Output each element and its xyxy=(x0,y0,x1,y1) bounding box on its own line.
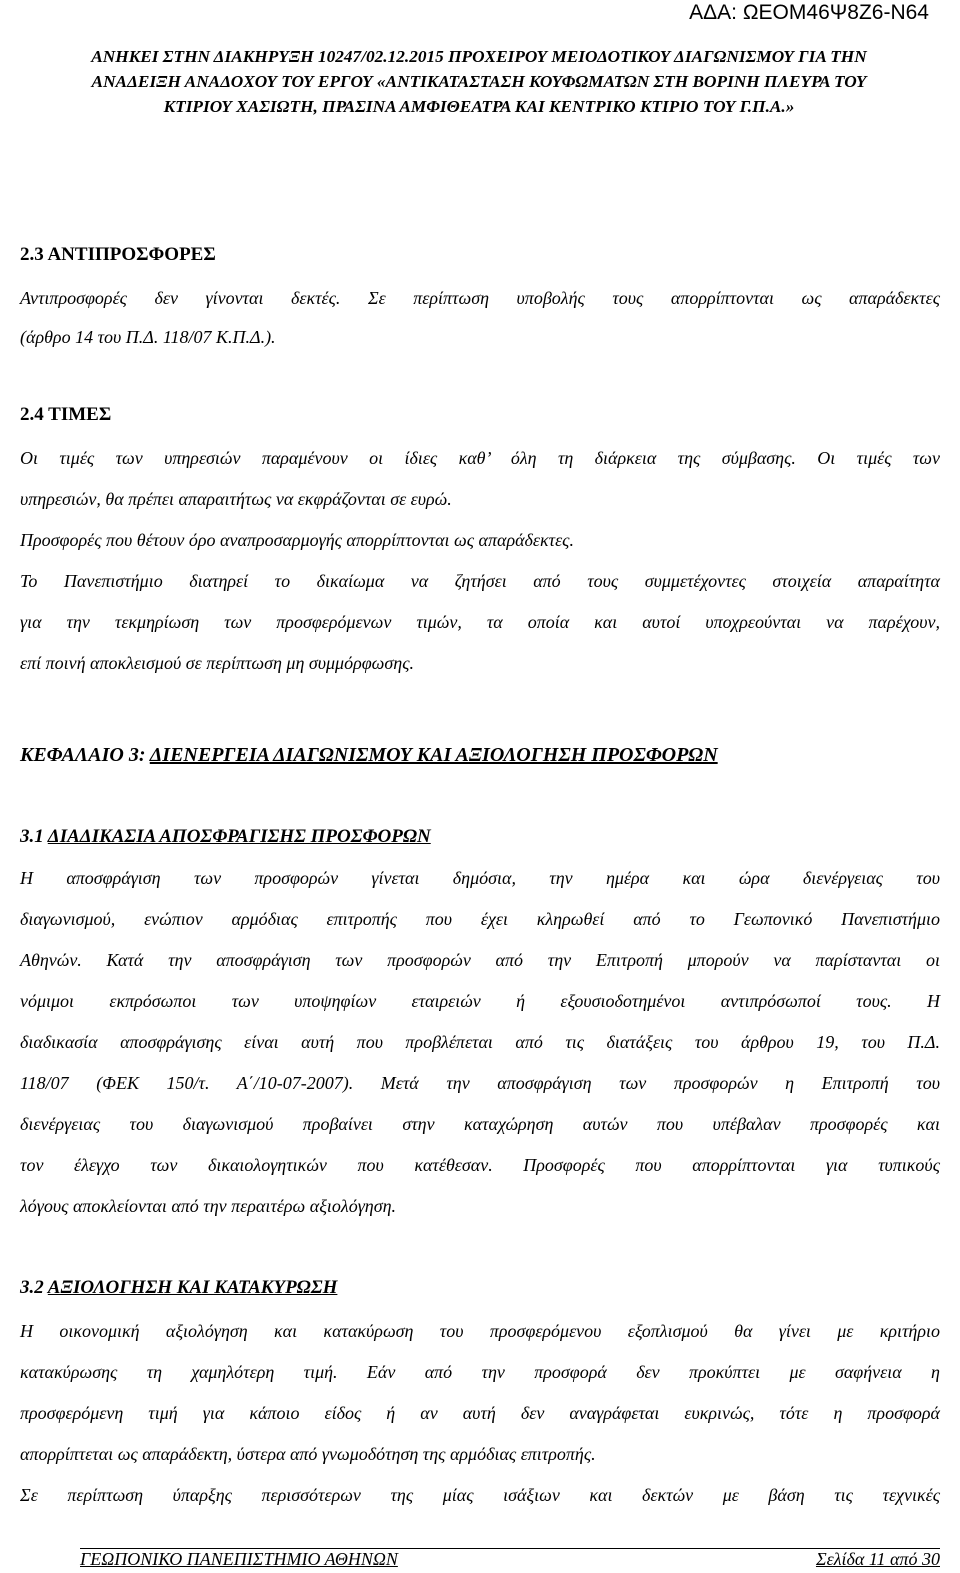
chapter-name: ΔΙΕΝΕΡΓΕΙΑ ΔΙΑΓΩΝΙΣΜΟΥ ΚΑΙ ΑΞΙΟΛΟΓΗΣΗ ΠΡΟΣΦΟΡΩΝ xyxy=(149,744,718,766)
paragraph-line: 118/07 (ΦΕΚ 150/τ. Α΄/10-07-2007). Μετά την αποσφράγιση των προσφορών η Επιτροπή του xyxy=(20,1073,940,1093)
section-3-2-title xyxy=(20,1277,337,1299)
paragraph-line: διενέργειας του διαγωνισμού προβαίνει στην καταχώρηση αυτών που υπέβαλαν προσφορές και xyxy=(20,1114,940,1134)
chapter-title xyxy=(20,744,718,767)
page-footer xyxy=(80,1548,940,1573)
section-2-4-title: 2.4 ΤΙΜΕΣ xyxy=(20,404,112,425)
paragraph-line: απορρίπτεται ως απαράδεκτη, ύστερα από γνωμοδότηση της αρμόδιας επιτροπής. xyxy=(20,1444,596,1464)
paragraph-line: Αθηνών. Κατά την αποσφράγιση των προσφορών από την Επιτροπή μπορούν να παρίστανται οι xyxy=(20,950,940,970)
paragraph-line: επί ποινή αποκλεισμού σε περίπτωση μη συμμόρφωσης. xyxy=(20,653,415,673)
paragraph-line: τον έλεγχο των δικαιολογητικών που κατέθεσαν. Προσφορές που απορρίπτονται για τυπικούς xyxy=(20,1155,940,1175)
paragraph-line: Αντιπροσφορές δεν γίνονται δεκτές. Σε περίπτωση υποβολής τους απορρίπτονται ως απαράδεκτες xyxy=(20,288,940,308)
paragraph-line: Οι τιμές των υπηρεσιών παραμένουν οι ίδιες καθ’ όλη τη διάρκεια της σύμβασης. Οι τιμές των xyxy=(20,448,940,468)
paragraph-line: (άρθρο 14 του Π.Δ. 118/07 Κ.Π.Δ.). xyxy=(20,327,276,347)
paragraph-line: Το Πανεπιστήμιο διατηρεί το δικαίωμα να ζητήσει από τους συμμετέχοντες στοιχεία απαραίτητα xyxy=(20,571,940,591)
paragraph-line: Η οικονομική αξιολόγηση και κατακύρωση του προσφερόμενου εξοπλισμού θα γίνει με κριτήριο xyxy=(20,1321,940,1341)
paragraph-line: προσφερόμενη τιμή για κάποιο είδος ή αν αυτή δεν αναγράφεται ευκρινώς, τότε η προσφορά xyxy=(20,1403,940,1423)
chapter-prefix: ΚΕΦΑΛΑΙΟ 3: xyxy=(20,744,150,766)
footer-page-number: Σελίδα 11 από 30 xyxy=(815,1549,940,1569)
paragraph-line: Η αποσφράγιση των προσφορών γίνεται δημόσια, την ημέρα και ώρα διενέργειας του xyxy=(20,868,940,888)
ada-code: ΑΔΑ: ΩΕΟΜ46Ψ8Ζ6-Ν64 xyxy=(689,1,929,24)
section-number: 3.1 xyxy=(20,826,48,847)
document-header xyxy=(18,44,940,119)
paragraph-line: Σε περίπτωση ύπαρξης περισσότερων της μίας ισάξιων και δεκτών με βάση τις τεχνικές xyxy=(20,1485,940,1505)
paragraph-line: νόμιμοι εκπρόσωποι των υποψηφίων εταιρειών ή εξουσιοδοτημένοι αντιπρόσωποί τους. Η xyxy=(20,991,940,1011)
header-line: ΑΝΑΔΕΙΞΗ ΑΝΑΔΟΧΟΥ ΤΟΥ ΕΡΓΟΥ «ΑΝΤΙΚΑΤΑΣΤΑΣΗ ΚΟΥΦΩΜΑΤΩΝ ΣΤΗ ΒΟΡΙΝΗ ΠΛΕΥΡΑ ΤΟΥ xyxy=(91,72,867,91)
paragraph-line: για την τεκμηρίωση των προσφερόμενων τιμών, τα οποία και αυτοί υποχρεούνται να παρέχουν, xyxy=(20,612,940,632)
header-line: ΚΤΙΡΙΟΥ ΧΑΣΙΩΤΗ, ΠΡΑΣΙΝΑ ΑΜΦΙΘΕΑΤΡΑ ΚΑΙ ΚΕΝΤΡΙΚΟ ΚΤΙΡΙΟ ΤΟΥ Γ.Π.Α.» xyxy=(163,97,795,116)
footer-institution: ΓΕΩΠΟΝΙΚΟ ΠΑΝΕΠΙΣΤΗΜΙΟ ΑΘΗΝΩΝ xyxy=(80,1549,398,1569)
section-name: ΑΞΙΟΛΟΓΗΣΗ ΚΑΙ ΚΑΤΑΚΥΡΩΣΗ xyxy=(47,1277,338,1298)
paragraph-line: Προσφορές που θέτουν όρο αναπροσαρμογής απορρίπτονται ως απαράδεκτες. xyxy=(20,530,574,550)
section-2-3-title: 2.3 ΑΝΤΙΠΡΟΣΦΟΡΕΣ xyxy=(20,244,216,265)
paragraph-line: διαδικασία αποσφράγισης είναι αυτή που προβλέπεται από τις διατάξεις του άρθρου 19, του Π.Δ. xyxy=(20,1032,940,1052)
section-number: 3.2 xyxy=(20,1277,48,1298)
paragraph-line: διαγωνισμού, ενώπιον αρμόδιας επιτροπής που έχει κληρωθεί από το Γεωπονικό Πανεπιστήμιο xyxy=(20,909,940,929)
section-3-1-title xyxy=(20,826,431,848)
paragraph-line: υπηρεσιών, θα πρέπει απαραιτήτως να εκφράζονται σε ευρώ. xyxy=(20,489,452,509)
header-line: ΑΝΗΚΕΙ ΣΤΗΝ ΔΙΑΚΗΡΥΞΗ 10247/02.12.2015 ΠΡΟΧΕΙΡΟΥ ΜΕΙΟΔΟΤΙΚΟΥ ΔΙΑΓΩΝΙΣΜΟΥ ΓΙΑ ΤΗΝ xyxy=(91,47,867,66)
paragraph-line: κατακύρωσης τη χαμηλότερη τιμή. Εάν από την προσφορά δεν προκύπτει με σαφήνεια η xyxy=(20,1362,940,1382)
paragraph-line: λόγους αποκλείονται από την περαιτέρω αξιολόγηση. xyxy=(20,1196,397,1216)
section-name: ΔΙΑΔΙΚΑΣΙΑ ΑΠΟΣΦΡΑΓΙΣΗΣ ΠΡΟΣΦΟΡΩΝ xyxy=(47,826,431,847)
